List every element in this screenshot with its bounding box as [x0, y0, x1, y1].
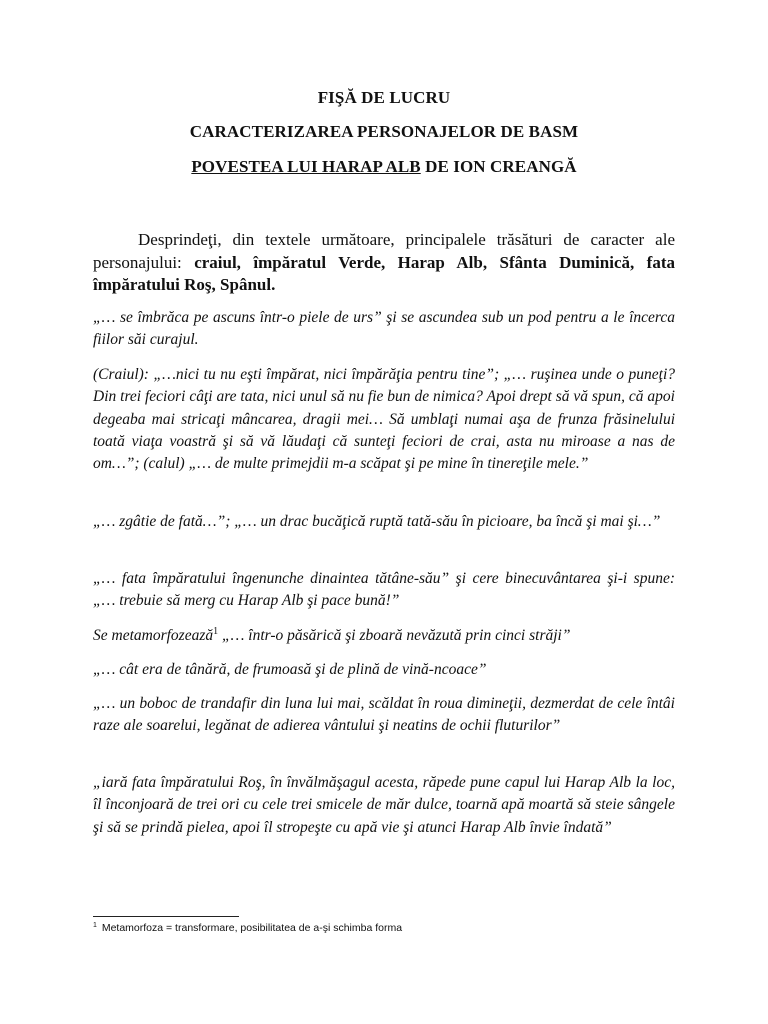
- footnote-number: 1: [93, 921, 97, 929]
- quote-metamorphosis: [93, 625, 675, 647]
- instruction-text: Desprindeţi, din textele următoare, principalele trăsături de caracter ale personajului:: [93, 230, 675, 272]
- worksheet-subtitle: CARACTERIZAREA PERSONAJELOR DE BASM: [189, 122, 579, 141]
- footnote-reference[interactable]: 1: [213, 625, 219, 637]
- work-author: DE ION CREANGĂ: [420, 157, 577, 176]
- work-heading: [0, 157, 768, 177]
- quote-3: „… zgâtie de fată…”; „… un drac bucăţică ruptă tată-său în picioare, ba încă şi mai şi…”: [93, 513, 661, 530]
- footnote-text: Metamorfoza = transformare, posibilitatea de a-şi schimba forma: [98, 922, 403, 934]
- metamorph-prefix: Se metamorfozează: [93, 627, 214, 644]
- character-list: craiul, împăratul Verde, Harap Alb, Sfânta Duminică, fata împăratului Roş, Spânul.: [93, 252, 675, 294]
- metamorph-text: „… într-o păsărică şi zboară nevăzută prin cinci străji”: [218, 627, 571, 644]
- quote-8: „iară fata împăratului Roş, în învălmăşagul acesta, răpede pune capul lui Harap Alb la loc, îl înconjoară de trei ori cu cele trei smicele de măr dulce, toarnă apă moartă să steie sângele şi să se prindă pielea, apoi îl stropeşte cu apă vie şi atunci Harap Alb învie îndată”: [93, 774, 675, 836]
- quote-4: „… fata împăratului îngenunche dinaintea tătâne-său” şi cere binecuvântarea şi-i spune: „… trebuie să merg cu Harap Alb şi pace bună!”: [93, 570, 675, 610]
- quote-7: „… un boboc de trandafir din luna lui mai, scăldat în roua dimineţii, dezmerdat de cele întâi raze ale soarelui, legănat de adierea vântului şi neatins de ochii fluturilor”: [93, 695, 675, 735]
- footnote: [93, 921, 653, 935]
- quote-1: „… se îmbrăca pe ascuns într-o piele de urs” şi se ascundea sub un pod pentru a le încerca fiilor săi curajul.: [93, 309, 675, 349]
- worksheet-title: FIŞĂ DE LUCRU: [317, 88, 451, 107]
- quote-2: (Craiul): „…nici tu nu eşti împărat, nici împărăţia pentru tine”; „… ruşinea unde o puneţi? Din trei feciori câţi are tata, nici unul să nu fie bun de nimica? Apoi drept să vă spun, că apoi degeaba mai stricaţi mâncarea, dragii mei… Să umblaţi numai aşa de frunza frăsinelului toată viaţa voastră şi să vă lăudaţi că sunteţi feciori de crai, asta nu miroase a nas de om…”; (calul) „… de multe primejdii m-a scăpat şi pe mine în tinereţile mele.”: [93, 366, 675, 473]
- instruction-paragraph: [93, 229, 675, 297]
- work-title: POVESTEA LUI HARAP ALB: [191, 157, 421, 176]
- quote-6: „… cât era de tânără, de frumoasă şi de plină de vină-ncoace”: [93, 661, 487, 678]
- footnote-divider: [93, 916, 239, 917]
